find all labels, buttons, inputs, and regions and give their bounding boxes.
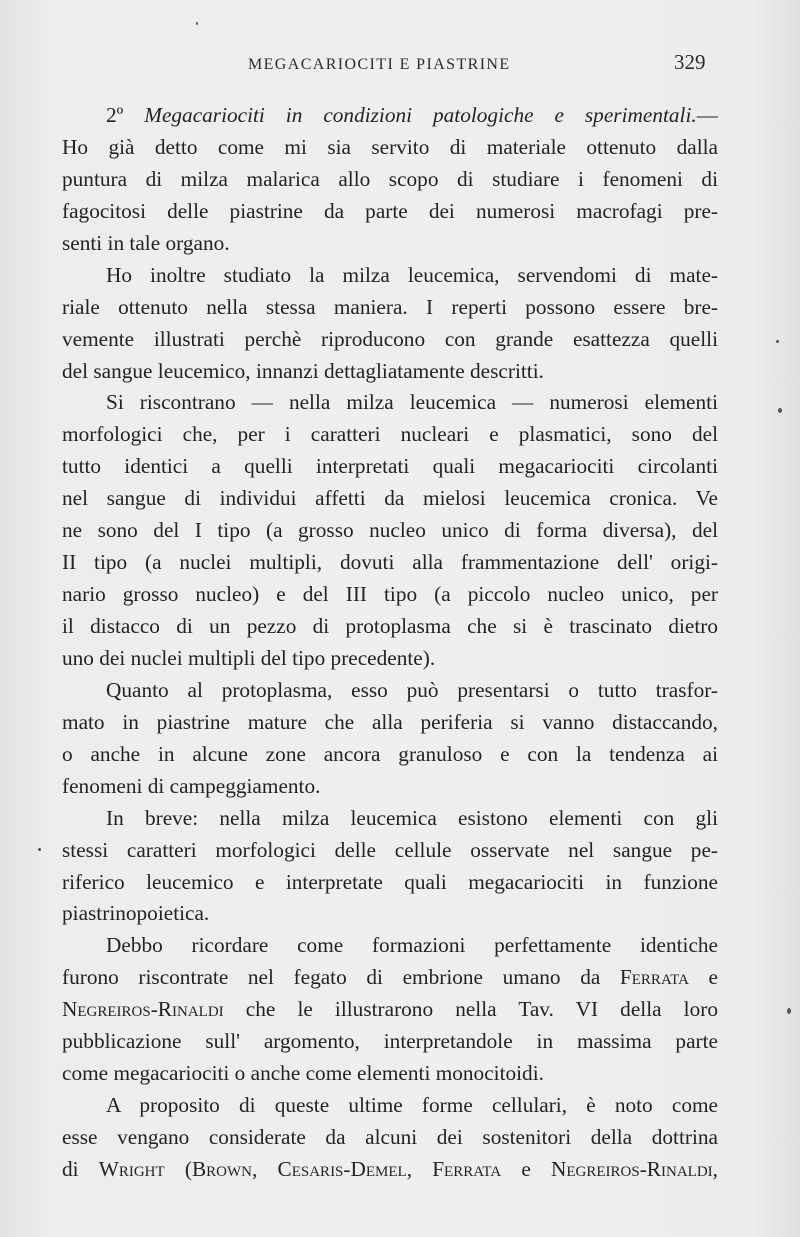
page-header <box>0 50 800 82</box>
scan-speck <box>787 1008 791 1014</box>
scan-speck <box>778 408 782 413</box>
text-run: puntura di milza malarica allo scopo di studiare i fenomeni di <box>62 166 718 191</box>
text-line <box>62 1090 718 1122</box>
text-line <box>62 196 718 228</box>
text-line <box>62 867 718 899</box>
text-run: uno dei nuclei multipli del tipo precedente). <box>62 645 436 670</box>
text-run: o anche in alcune zone ancora granuloso e con la tendenza ai <box>62 741 718 766</box>
text-run: riale ottenuto nella stessa maniera. I reperti possono essere bre- <box>62 294 718 319</box>
text-run: fenomeni di campeggiamento. <box>62 773 321 798</box>
text-run: Ho inoltre studiato la milza leucemica, servendomi di mate- <box>106 262 718 287</box>
text-line <box>62 771 718 803</box>
scan-speck <box>196 22 198 25</box>
text-run: In breve: nella milza leucemica esistono elementi con gli <box>106 805 718 830</box>
text-run: Si riscontrano — nella milza leucemica — numerosi elementi <box>106 390 718 415</box>
running-title: MEGACARIOCITI E PIASTRINE <box>248 56 511 73</box>
text-run: furono riscontrate nel fegato di embrione umano da <box>62 965 620 990</box>
text-run: ne sono del I tipo (a grosso nucleo unico di forma diversa), del <box>62 518 718 543</box>
author-name: Cesaris-Demel <box>277 1156 407 1181</box>
text-run: morfologici che, per i caratteri nucleari e plasmatici, sono del <box>62 422 718 447</box>
text-line <box>62 515 718 547</box>
author-name: Brown <box>191 1156 253 1181</box>
text-line <box>62 803 718 835</box>
text-run: come megacariociti o anche come elementi monocitoidi. <box>62 1061 544 1086</box>
text-line <box>62 1058 718 1090</box>
text-run: piastrinopoietica. <box>62 901 210 926</box>
author-name: Negreiros-Rinaldi <box>551 1156 713 1181</box>
text-line <box>62 164 718 196</box>
text-run: Ho già detto come mi sia servito di materiale ottenuto dalla <box>62 134 718 159</box>
text-line <box>62 898 718 930</box>
text-line <box>62 962 718 994</box>
text-line <box>62 1154 718 1186</box>
text-line <box>62 994 718 1026</box>
author-name: Negreiros-Rinaldi <box>62 997 224 1022</box>
text-run: , <box>712 1156 718 1181</box>
text-run: esse vengano considerate da alcuni dei sostenitori della dottrina <box>62 1125 718 1149</box>
text-run: del sangue leucemico, innanzi dettagliatamente descritti. <box>62 358 544 383</box>
text-run: che le illustrarono nella Tav. VI della loro <box>223 997 718 1022</box>
text-run: fagocitosi delle piastrine da parte dei numerosi macrofagi pre- <box>62 198 718 223</box>
text-run: stessi caratteri morfologici delle cellule osservate nel sangue pe- <box>62 837 718 862</box>
text-run: Quanto al protoplasma, esso può presentarsi o tutto trasfor- <box>106 677 718 702</box>
text-line <box>62 132 718 164</box>
text-line <box>62 100 718 132</box>
scan-speck <box>38 848 41 851</box>
text-line <box>62 707 718 739</box>
text-line <box>62 1026 718 1058</box>
page-number: 329 <box>674 50 706 74</box>
text-run: e <box>501 1156 551 1181</box>
text-run: Debbo ricordare come formazioni perfettamente identiche <box>106 933 718 958</box>
author-name: Ferrata <box>432 1156 502 1181</box>
text-line <box>62 387 718 419</box>
text-line <box>62 260 718 292</box>
text-run: il distacco di un pezzo di protoplasma che si è trascinato dietro <box>62 614 718 638</box>
text-line <box>62 930 718 962</box>
text-run: nario grosso nucleo) e del III tipo (a piccolo nucleo unico, per <box>62 582 718 607</box>
text-line <box>62 579 718 611</box>
text-run: di <box>62 1156 99 1181</box>
author-name: Ferrata <box>619 965 689 990</box>
text-line <box>62 419 718 451</box>
author-name: Wright <box>98 1156 165 1181</box>
text-run: mato in piastrine mature che alla periferia si vanno distaccando, <box>62 709 718 734</box>
text-line <box>62 324 718 356</box>
text-line <box>62 611 718 643</box>
text-run: nel sangue di individui affetti da mielosi leucemica cronica. Ve <box>62 486 718 511</box>
text-run: tutto identici a quelli interpretati quali megacariociti circolanti <box>62 454 718 479</box>
text-run: pubblicazione sull' argomento, interpretandole in massima parte <box>62 1029 718 1054</box>
text-line <box>62 1122 718 1154</box>
section-heading: Megacariociti in condizioni patologiche e sperimentali. <box>144 103 697 127</box>
text-run: senti in tale organo. <box>62 230 230 255</box>
text-line <box>62 739 718 771</box>
text-line <box>62 643 718 675</box>
text-line <box>62 675 718 707</box>
text-run: A proposito di queste ultime forme cellulari, è noto come <box>106 1093 718 1118</box>
text-line <box>62 228 718 260</box>
text-run: vemente illustrati perchè riproducono con grande esattezza quelli <box>62 326 718 351</box>
text-run: 2º <box>106 103 145 127</box>
text-run: , <box>252 1156 278 1181</box>
text-run: riferico leucemico e interpretate quali megacariociti in funzione <box>62 869 718 894</box>
text-run: — <box>696 103 718 127</box>
text-line <box>62 547 718 579</box>
text-line <box>62 356 718 388</box>
text-run: II tipo (a nuclei multipli, dovuti alla frammentazione dell' origi- <box>62 550 718 575</box>
text-line <box>62 451 718 483</box>
body-text <box>62 100 718 1186</box>
text-run: , <box>406 1156 433 1181</box>
scan-speck <box>776 340 779 343</box>
text-run: ( <box>164 1156 192 1181</box>
text-run: e <box>688 965 718 990</box>
text-line <box>62 835 718 867</box>
text-line <box>62 292 718 324</box>
text-line <box>62 483 718 515</box>
